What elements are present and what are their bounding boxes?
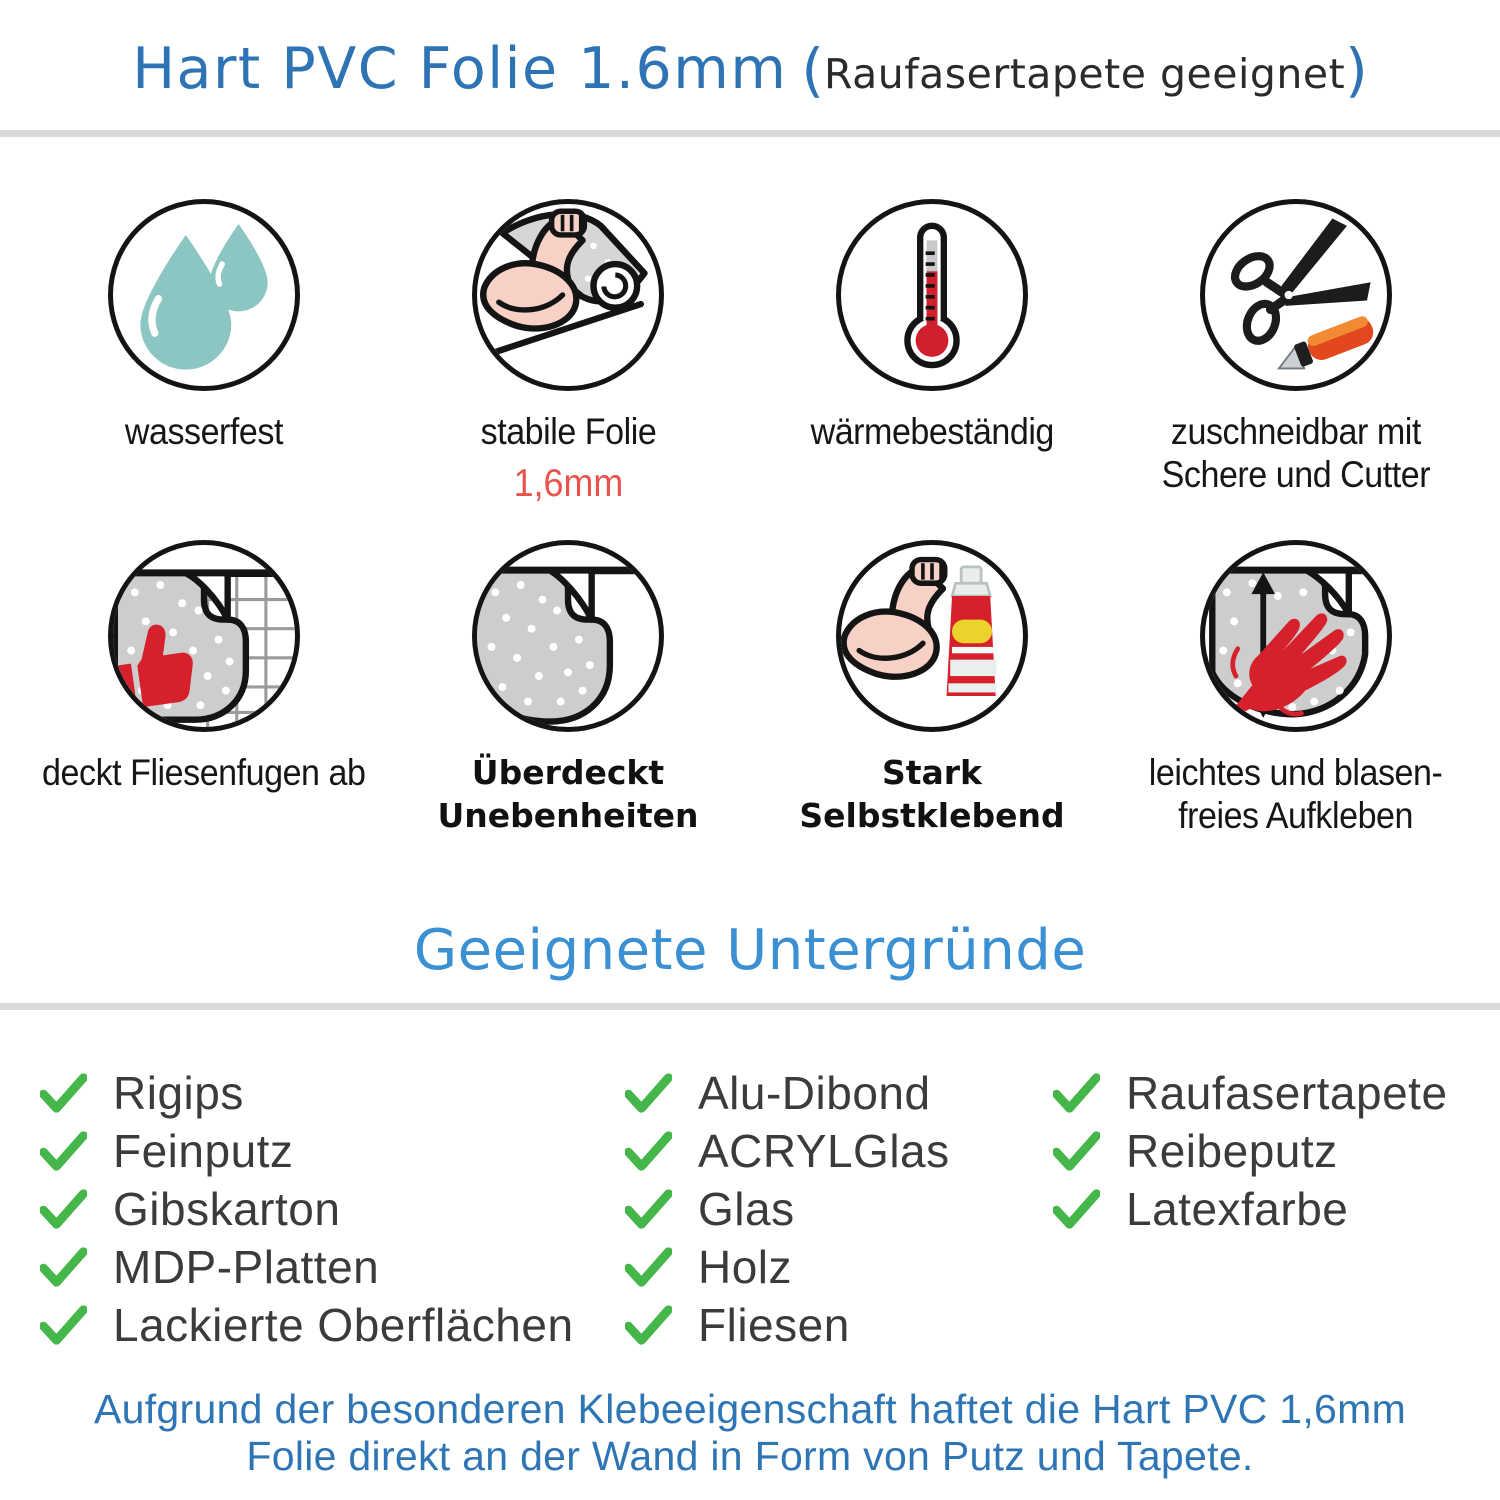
feature-covers-unevenness (386, 540, 750, 838)
substrate-item (1053, 1180, 1500, 1238)
check-icon (40, 1305, 87, 1345)
muscle-arm-foil-roll-icon (477, 204, 659, 386)
title-paren-open: ( (801, 36, 824, 104)
feature-label-line2: freies Aufkleben (1178, 794, 1414, 836)
feature-labels (437, 752, 698, 838)
substrate-label: Lackierte Oberflächen (113, 1299, 574, 1352)
substrates-column-2 (625, 1064, 1053, 1354)
foil-folded-corner-icon (477, 545, 659, 727)
substrate-item (1053, 1122, 1500, 1180)
feature-label: wärmebeständig (810, 411, 1054, 452)
substrate-item (1053, 1064, 1500, 1122)
substrate-label: Rigips (113, 1067, 244, 1120)
water-drops-icon (113, 204, 295, 386)
check-icon (40, 1189, 87, 1229)
check-icon (40, 1131, 87, 1171)
feature-label-line2: Unebenheiten (437, 795, 699, 835)
substrate-item (40, 1122, 625, 1180)
feature-grid (0, 137, 1500, 838)
feature-thickness-note: 1,6mm (513, 461, 623, 505)
substrate-item (40, 1296, 625, 1354)
substrate-item (625, 1180, 1053, 1238)
hand-smoothing-foil-icon (1205, 545, 1387, 727)
feature-waterproof (22, 199, 386, 506)
check-icon (1053, 1073, 1100, 1113)
feature-labels (1162, 411, 1430, 497)
check-icon (625, 1073, 672, 1113)
icon-circle (1200, 199, 1392, 391)
substrate-label: Alu-Dibond (698, 1067, 931, 1120)
icon-circle (472, 540, 664, 732)
substrate-item (40, 1064, 625, 1122)
check-icon (625, 1305, 672, 1345)
icon-circle (836, 199, 1028, 391)
scissors-and-cutter-icon (1205, 204, 1387, 386)
substrates-column-1 (40, 1064, 625, 1354)
feature-labels (810, 411, 1053, 454)
feature-label: deckt Fliesenfugen ab (42, 751, 366, 793)
check-icon (625, 1247, 672, 1287)
adhesion-note (0, 1386, 1500, 1479)
substrate-label: Holz (698, 1241, 793, 1294)
icon-circle (1200, 540, 1392, 732)
thermometer-icon (841, 204, 1023, 386)
check-icon (40, 1247, 87, 1287)
substrate-label: Fliesen (698, 1299, 850, 1352)
check-icon (625, 1131, 672, 1171)
substrate-item (625, 1296, 1053, 1354)
substrate-item (40, 1180, 625, 1238)
adhesion-note-line2: Folie direkt an der Wand in Form von Putz und Tapete. (246, 1433, 1254, 1480)
feature-label: Überdeckt (471, 752, 665, 792)
feature-label-line2: Selbstklebend (799, 795, 1065, 835)
adhesion-note-line1: Aufgrund der besonderen Klebeeigenschaft haftet die Hart PVC 1,6mm (93, 1386, 1407, 1433)
substrate-item (40, 1238, 625, 1296)
substrates-list (0, 1010, 1500, 1354)
check-icon (40, 1073, 87, 1113)
feature-bubble-free (1114, 540, 1478, 838)
title-note: Raufasertapete geeignet (824, 50, 1346, 98)
feature-label: zuschneidbar mit (1171, 411, 1421, 452)
substrates-column-3 (1053, 1064, 1500, 1354)
feature-labels (42, 752, 365, 795)
substrate-item (625, 1122, 1053, 1180)
check-icon (1053, 1131, 1100, 1171)
muscle-arm-glue-tube-icon (841, 545, 1023, 727)
feature-stable-film (386, 199, 750, 506)
feature-label: leichtes und blasen- (1149, 751, 1443, 793)
feature-labels (799, 752, 1064, 838)
divider-middle (0, 1003, 1500, 1010)
substrate-item (625, 1064, 1053, 1122)
substrate-label: Reibeputz (1126, 1125, 1338, 1178)
icon-circle (108, 199, 300, 391)
check-icon (1053, 1189, 1100, 1229)
substrate-label: Gibskarton (113, 1183, 341, 1236)
feature-label: stabile Folie (480, 411, 656, 452)
icon-circle (472, 199, 664, 391)
thumb-up-on-tiles-icon (113, 545, 295, 727)
substrates-heading: Geeignete Untergründe (413, 917, 1087, 983)
page-title: Hart PVC Folie 1.6mm (132, 36, 788, 102)
substrate-label: Raufasertapete (1126, 1067, 1448, 1120)
substrate-label: Latexfarbe (1126, 1183, 1349, 1236)
feature-label: wasserfest (124, 411, 284, 452)
substrate-label: MDP-Platten (113, 1241, 380, 1294)
icon-circle (108, 540, 300, 732)
feature-covers-tile-joints (22, 540, 386, 838)
check-icon (625, 1189, 672, 1229)
icon-circle (836, 540, 1028, 732)
feature-labels (480, 411, 656, 506)
feature-label-line2: Schere und Cutter (1161, 453, 1431, 495)
substrate-label: ACRYLGlas (698, 1125, 950, 1178)
title-paren-close: ) (1345, 36, 1368, 104)
substrate-label: Glas (698, 1183, 795, 1236)
substrate-label: Feinputz (113, 1125, 294, 1178)
divider-top (0, 130, 1500, 137)
feature-cuttable (1114, 199, 1478, 506)
feature-label: Stark (881, 752, 982, 792)
substrate-item (625, 1238, 1053, 1296)
feature-heat-resistant (750, 199, 1114, 506)
feature-self-adhesive (750, 540, 1114, 838)
header (0, 0, 1500, 130)
feature-labels (1149, 752, 1443, 838)
feature-labels (125, 411, 283, 454)
